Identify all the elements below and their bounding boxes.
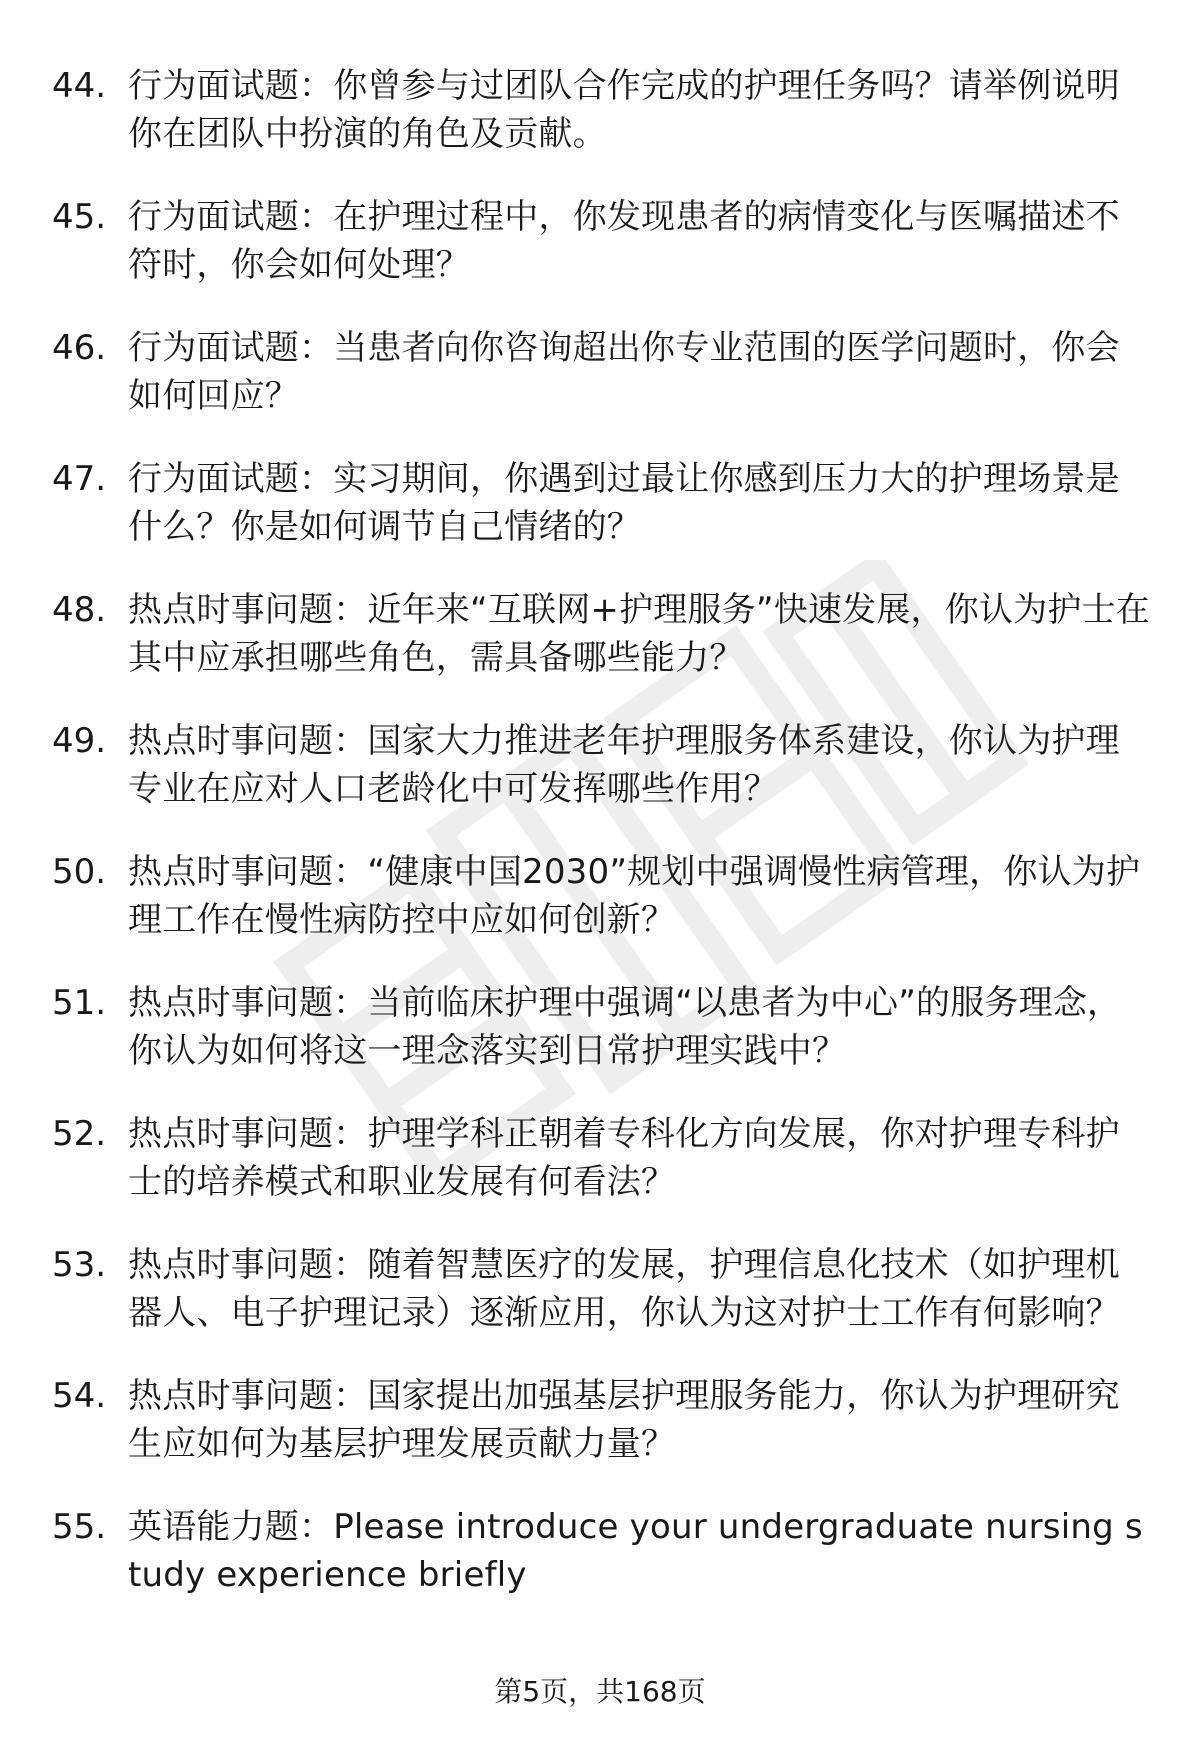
question-item <box>52 455 1152 551</box>
question-number: 44. <box>52 66 107 106</box>
question-item <box>52 1503 1152 1599</box>
question-item <box>52 193 1152 289</box>
question-item <box>52 1110 1152 1206</box>
question-text: 行为面试题：当患者向你咨询超出你专业范围的医学问题时，你会如何回应？ <box>128 328 1120 416</box>
question-number: 48. <box>52 590 107 630</box>
question-text: 热点时事问题：当前临床护理中强调“以患者为中心”的服务理念，你认为如何将这一理念落实到日常护理实践中？ <box>128 983 1122 1071</box>
question-number: 47. <box>52 459 107 499</box>
question-number: 52. <box>52 1114 107 1154</box>
question-item <box>52 1241 1152 1337</box>
question-text: 热点时事问题：国家提出加强基层护理服务能力，你认为护理研究生应如何为基层护理发展贡献力量？ <box>128 1376 1120 1464</box>
question-number: 50. <box>52 852 107 892</box>
question-text: 热点时事问题：近年来“互联网+护理服务”快速发展，你认为护士在其中应承担哪些角色，需具备哪些能力？ <box>128 590 1150 678</box>
question-text: 热点时事问题：护理学科正朝着专科化方向发展，你对护理专科护士的培养模式和职业发展有何看法？ <box>128 1114 1120 1202</box>
question-number: 51. <box>52 983 107 1023</box>
question-text: 英语能力题：Please introduce your undergraduate nursing study experience briefly <box>128 1507 1143 1595</box>
question-number: 55. <box>52 1507 107 1547</box>
question-item <box>52 586 1152 682</box>
question-number: 53. <box>52 1245 107 1285</box>
question-number: 46. <box>52 328 107 368</box>
question-text: 行为面试题：实习期间，你遇到过最让你感到压力大的护理场景是什么？你是如何调节自己情绪的？ <box>128 459 1120 547</box>
question-list <box>52 62 1152 1634</box>
question-number: 49. <box>52 721 107 761</box>
question-text: 热点时事问题：国家大力推进老年护理服务体系建设，你认为护理专业在应对人口老龄化中可发挥哪些作用？ <box>128 721 1120 809</box>
question-text: 热点时事问题：随着智慧医疗的发展，护理信息化技术（如护理机器人、电子护理记录）逐渐应用，你认为这对护士工作有何影响？ <box>128 1245 1120 1333</box>
question-text: 热点时事问题：“健康中国2030”规划中强调慢性病管理，你认为护理工作在慢性病防控中应如何创新？ <box>128 852 1141 940</box>
question-item <box>52 324 1152 420</box>
page-footer <box>0 1672 1200 1712</box>
question-item <box>52 1372 1152 1468</box>
question-number: 54. <box>52 1376 107 1416</box>
page-number-label: 第5页，共168页 <box>494 1675 706 1708</box>
question-item <box>52 979 1152 1075</box>
question-text: 行为面试题：你曾参与过团队合作完成的护理任务吗？请举例说明你在团队中扮演的角色及贡献。 <box>128 66 1120 154</box>
question-item <box>52 62 1152 158</box>
question-number: 45. <box>52 197 107 237</box>
question-item <box>52 848 1152 944</box>
question-item <box>52 717 1152 813</box>
question-text: 行为面试题：在护理过程中，你发现患者的病情变化与医嘱描述不符时，你会如何处理？ <box>128 197 1120 285</box>
